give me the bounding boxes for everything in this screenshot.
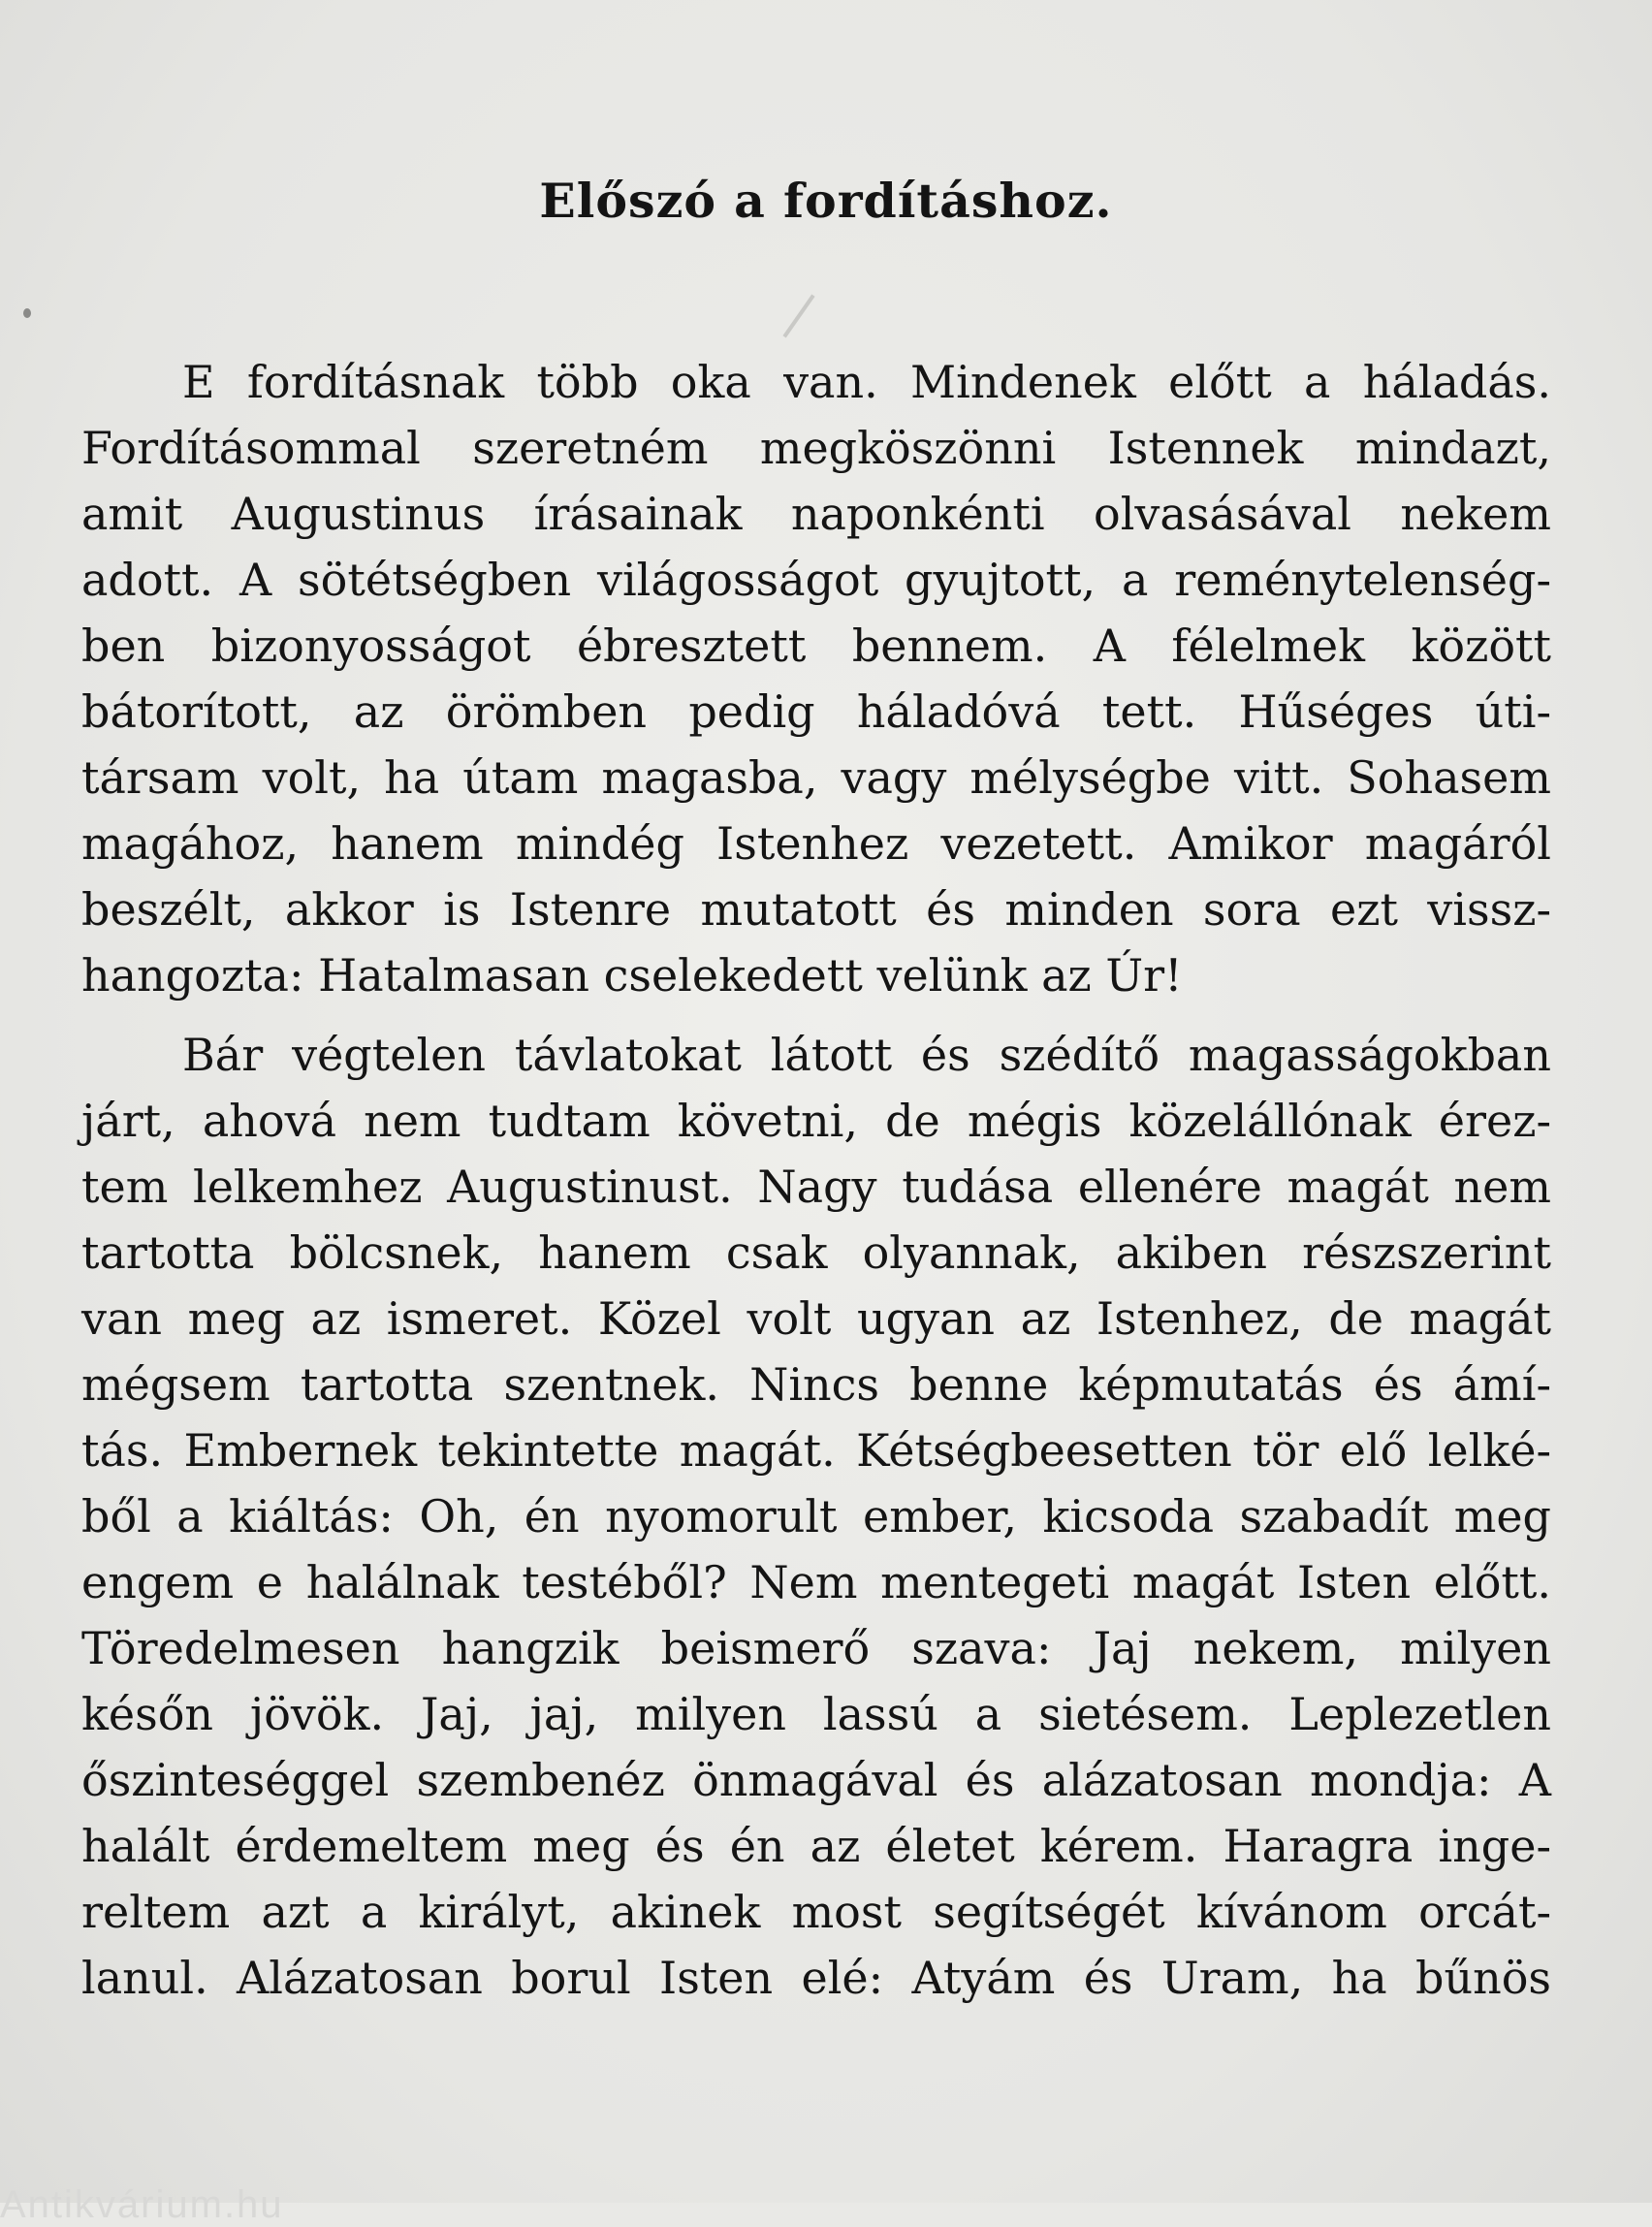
text-line: adott. A sötétségben világosságot gyujtott, a reménytelenség- [81,554,1551,606]
text-line: amit Augustinus írásainak naponkénti olvasásával nekem [81,488,1551,540]
text-line: járt, ahová nem tudtam követni, de mégis közelállónak érez- [81,1095,1551,1147]
ink-speck [23,308,31,318]
text-line: magához, hanem mindég Istenhez vezetett. Amikor magáról [81,817,1551,870]
text-line: E fordításnak több oka van. Mindenek előtt a háladás. [182,356,1551,408]
text-line: engem e halálnak testéből? Nem mentegeti magát Isten előtt. [81,1556,1551,1608]
footer-watermark [0,2181,1652,2226]
text-line: tem lelkemhez Augustinust. Nagy tudása ellenére magát nem [81,1161,1551,1213]
page-title: Előszó a fordításhoz. [539,173,1113,229]
text-line: Bár végtelen távlatokat látott és szédítő magasságokban [182,1029,1551,1081]
text-line: mégsem tartotta szentnek. Nincs benne képmutatás és ámí- [81,1358,1551,1411]
text-line: Töredelmesen hangzik beismerő szava: Jaj nekem, milyen [81,1622,1551,1674]
text-line: későn jövök. Jaj, jaj, milyen lassú a sietésem. Leplezetlen [81,1688,1551,1740]
text-line: Fordításommal szeretném megköszönni Istennek mindazt, [81,422,1551,474]
text-line: bátorított, az örömben pedig háladóvá tett. Hűséges úti- [81,685,1551,738]
text-line: beszélt, akkor is Istenre mutatott és minden sora ezt vissz- [81,883,1551,936]
text-line: ben bizonyosságot ébresztett bennem. A félelmek között [81,620,1551,672]
paragraph-1 [81,349,1551,1008]
body-text [81,349,1551,2011]
paper-smudge [782,295,814,338]
text-line: ből a kiáltás: Oh, én nyomorult ember, kicsoda szabadít meg [81,1490,1551,1543]
text-line: társam volt, ha útam magasba, vagy mélységbe vitt. Sohasem [81,751,1551,804]
paragraph-2 [81,1022,1551,2011]
text-line: tartotta bölcsnek, hanem csak olyannak, akiben részszerint [81,1226,1551,1279]
text-line: van meg az ismeret. Közel volt ugyan az Istenhez, de magát [81,1292,1551,1345]
text-line: őszinteséggel szembenéz önmagával és alázatosan mondja: A [81,1754,1551,1806]
text-line: reltem azt a királyt, akinek most segítségét kívánom orcát- [81,1886,1551,1938]
watermark-text: Antikvárium.hu [0,2183,284,2226]
text-line: halált érdemeltem meg és én az életet kérem. Haragra inge- [81,1820,1551,1872]
text-line: hangozta: Hatalmasan cselekedett velünk az Úr! [81,949,1183,1002]
text-line: tás. Embernek tekintette magát. Kétségbeesetten tör elő lelké- [81,1424,1551,1477]
text-line: lanul. Alázatosan borul Isten elé: Atyám és Uram, ha bűnös [81,1952,1551,2004]
